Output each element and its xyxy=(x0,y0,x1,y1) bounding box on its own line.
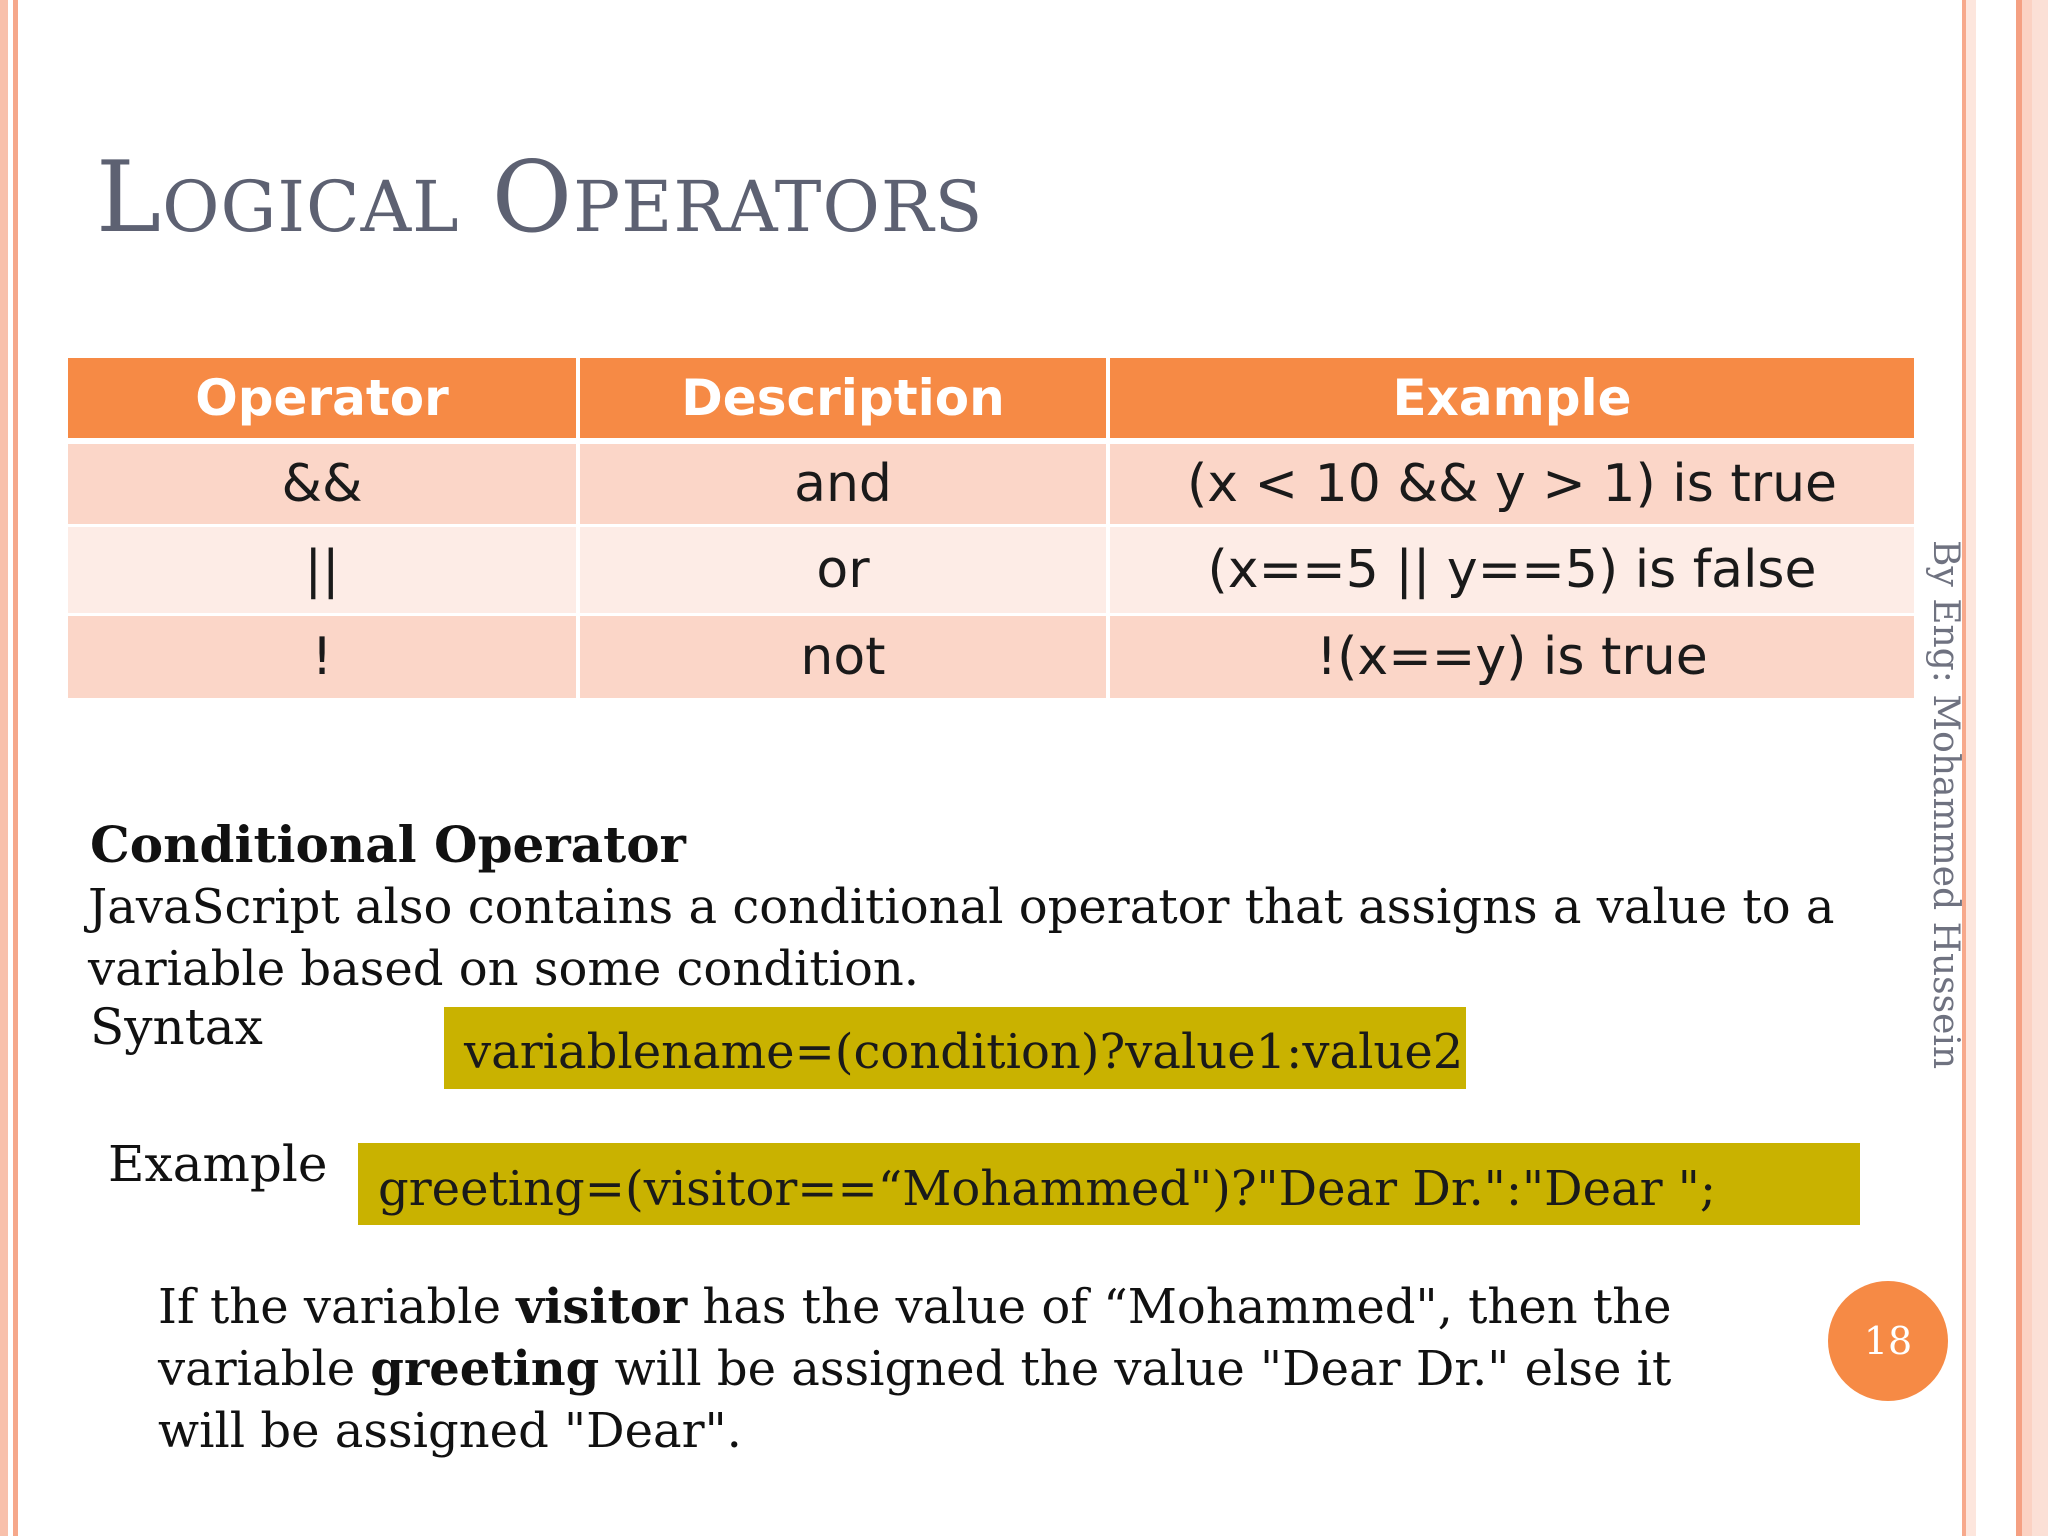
table-header-row xyxy=(68,358,1914,441)
explanation-text-2: has the value of “Mohammed", then the variable xyxy=(158,1279,1672,1397)
title-rest-1: OGICAL xyxy=(162,166,460,248)
cell-description: or xyxy=(578,526,1108,615)
table-row xyxy=(68,615,1914,700)
author-credit: By Eng: Mohammed Hussein xyxy=(1925,540,1966,1070)
cell-description: and xyxy=(578,441,1108,526)
header-example: Example xyxy=(1108,358,1914,441)
header-description: Description xyxy=(578,358,1108,441)
page-number-badge: 18 xyxy=(1828,1281,1948,1401)
cell-operator: ! xyxy=(68,615,578,700)
explanation-text-1: If the variable xyxy=(158,1279,517,1335)
conditional-operator-description: JavaScript also contains a conditional operator that assigns a value to a variable based on some condition. xyxy=(88,879,1835,997)
title-initial-1: L xyxy=(96,141,163,255)
example-label: Example xyxy=(108,1135,328,1193)
title-initial-2: O xyxy=(491,141,574,255)
table-row xyxy=(68,441,1914,526)
explanation-greeting-keyword: greeting xyxy=(370,1341,600,1397)
header-operator: Operator xyxy=(68,358,578,441)
title-rest-2: PERATORS xyxy=(573,166,984,248)
slide-title xyxy=(96,138,984,267)
conditional-operator-heading: Conditional Operator xyxy=(90,815,686,874)
explanation-paragraph xyxy=(158,1276,1718,1462)
cell-example: (x < 10 && y > 1) is true xyxy=(1108,441,1914,526)
logical-operators-table xyxy=(68,358,1914,701)
cell-description: not xyxy=(578,615,1108,700)
syntax-code-box: variablename=(condition)?value1:value2 xyxy=(444,1007,1466,1089)
cell-operator: || xyxy=(68,526,578,615)
right-decorative-border xyxy=(1956,0,2048,1536)
example-code-box: greeting=(visitor==“Mohammed")?"Dear Dr.":"Dear "; xyxy=(358,1143,1860,1225)
left-decorative-border xyxy=(0,0,20,1536)
explanation-visitor-keyword: visitor xyxy=(516,1279,688,1335)
cell-operator: && xyxy=(68,441,578,526)
cell-example: (x==5 || y==5) is false xyxy=(1108,526,1914,615)
cell-example: !(x==y) is true xyxy=(1108,615,1914,700)
explanation-text-3: will be assigned the value "Dear Dr." else it will be assigned "Dear". xyxy=(158,1341,1672,1459)
syntax-label: Syntax xyxy=(90,998,263,1056)
table-row xyxy=(68,526,1914,615)
